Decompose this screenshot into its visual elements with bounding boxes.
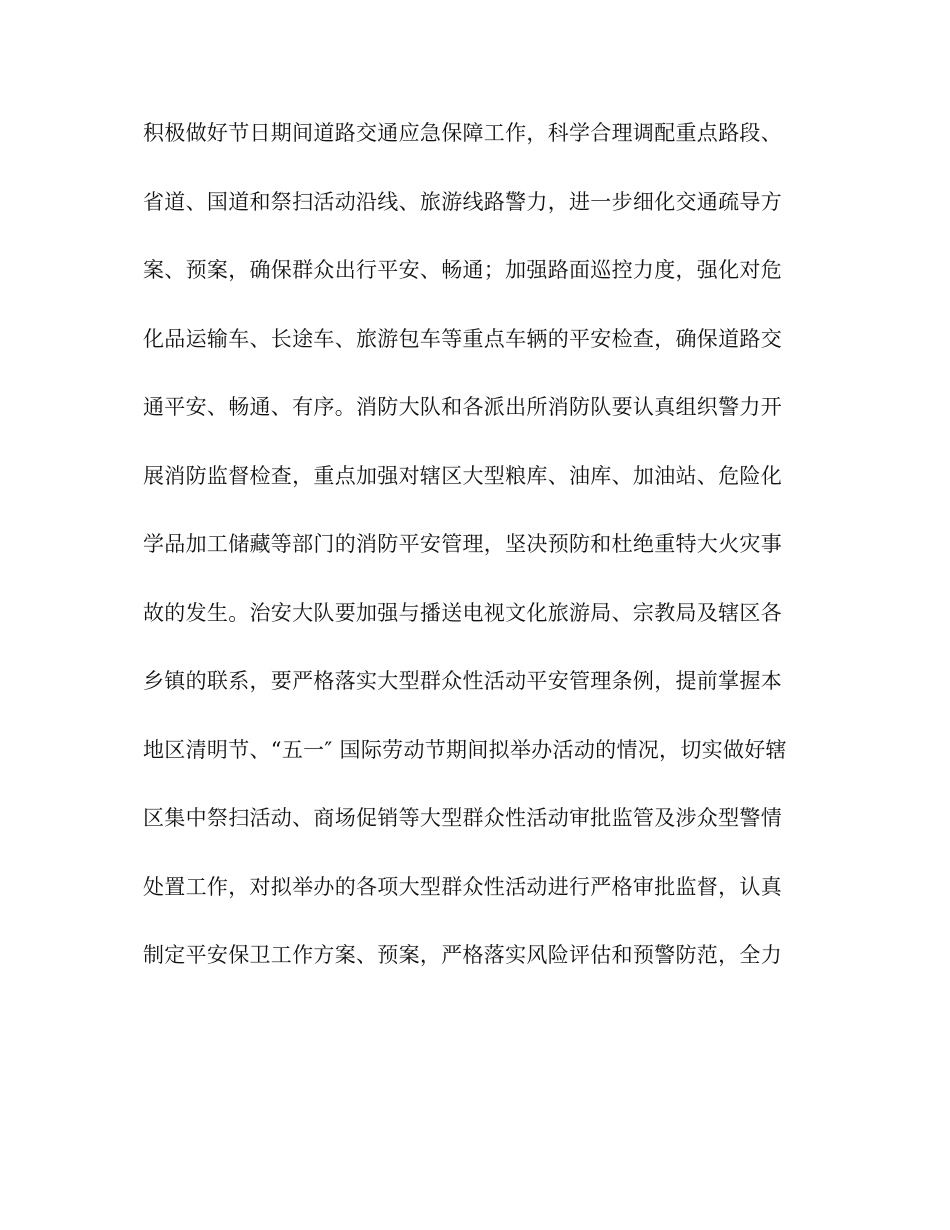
text-line-11: 区集中祭扫活动、商场促销等大型群众性活动审批监管及涉众型警情 <box>143 806 782 830</box>
text-line-6: 展消防监督检查，重点加强对辖区大型粮库、油库、加油站、危险化 <box>143 463 782 488</box>
text-line-4: 化品运输车、长途车、旅游包车等重点车辆的平安检查，确保道路交 <box>143 326 782 351</box>
text-line-3: 案、预案，确保群众出行平安、畅通；加强路面巡控力度，强化对危 <box>143 258 782 282</box>
text-line-5: 通平安、畅通、有序。消防大队和各派出所消防队要认真组织警力开 <box>143 395 782 419</box>
text-line-9: 乡镇的联系，要严格落实大型群众性活动平安管理条例，提前掌握本 <box>143 669 782 693</box>
text-line-13: 制定平安保卫工作方案、预案，严格落实风险评估和预警防范，全力 <box>143 943 782 967</box>
text-line-7: 学品加工储藏等部门的消防平安管理，坚决预防和杜绝重特大火灾事 <box>143 532 782 556</box>
text-line-1: 积极做好节日期间道路交通应急保障工作，科学合理调配重点路段、 <box>143 121 782 145</box>
text-line-2: 省道、国道和祭扫活动沿线、旅游线路警力，进一步细化交通疏导方 <box>143 189 782 214</box>
body-paragraph <box>143 113 823 1004</box>
text-line-12: 处置工作，对拟举办的各项大型群众性活动进行严格审批监督，认真 <box>143 874 782 899</box>
text-line-8: 故的发生。治安大队要加强与播送电视文化旅游局、宗教局及辖区各 <box>143 600 782 625</box>
text-line-10: 地区清明节、“五一″ 国际劳动节期间拟举办活动的情况，切实做好辖 <box>143 737 787 762</box>
